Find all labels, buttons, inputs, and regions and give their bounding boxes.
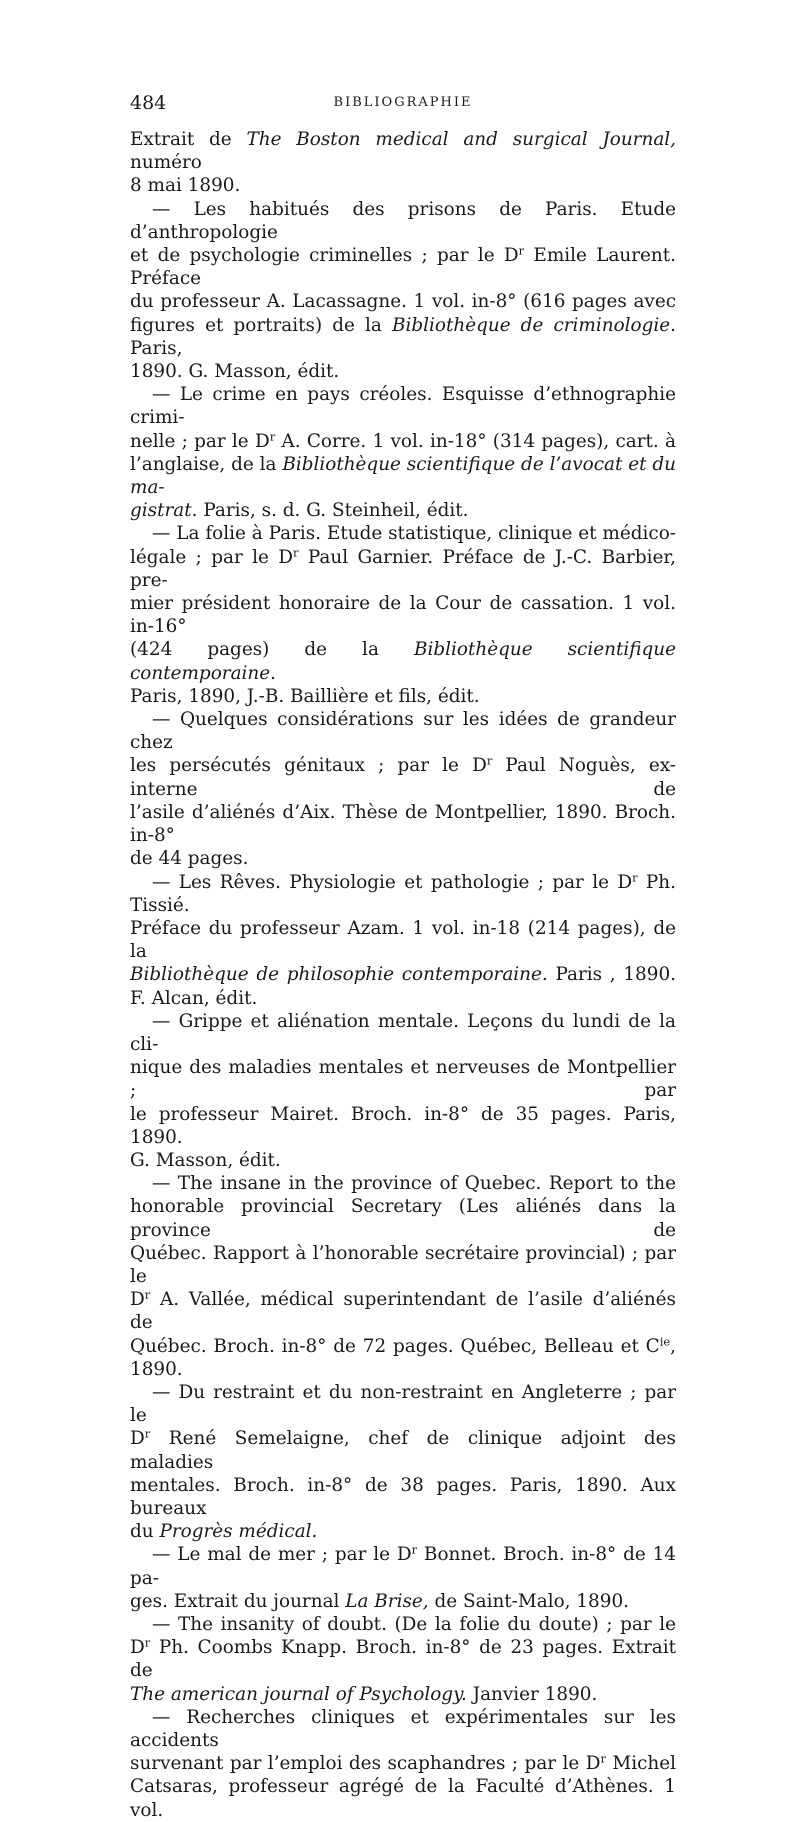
text-line [130, 430, 676, 453]
text-run: — The insane in the province of Quebec. Report to the [152, 1173, 676, 1195]
text-line [130, 638, 676, 684]
text-run: Paris , 1890. [547, 964, 676, 986]
text-run: mier président honoraire de la Cour de cassation. 1 vol. in-16° [130, 593, 676, 638]
text-run: — Le mal de mer ; par le D [152, 1544, 412, 1566]
superscript: ie [659, 1334, 671, 1349]
text-run: — La folie à Paris. Etude statistique, clinique et médico- [152, 523, 676, 545]
text-run: nelle ; par le D [130, 430, 270, 452]
text-run: Paul Noguès, ex-interne de [130, 755, 676, 800]
text-run: légale ; par le D [130, 546, 294, 568]
text-line [130, 1288, 676, 1334]
text-line [130, 1636, 676, 1682]
italic-title: La Brise, [345, 1590, 429, 1612]
text-run: , [670, 1335, 676, 1357]
text-run: Paris, 1890, J.-B. Baillière et fils, édit. [130, 685, 480, 707]
text-line [130, 1056, 676, 1102]
text-line [130, 290, 676, 313]
text-line [130, 1358, 676, 1381]
text-run: Paul Garnier. Préface de J.-C. Barbier, pre- [130, 546, 676, 591]
text-line [130, 1381, 676, 1427]
text-run: A. Corre. 1 vol. in-18° (314 pages), cart. à [275, 430, 676, 452]
text-line [130, 1543, 676, 1589]
text-run: 1890. G. Masson, édit. [130, 361, 340, 383]
text-line [130, 1195, 676, 1241]
text-run: ges. Extrait du journal [130, 1590, 346, 1612]
text-line [130, 1242, 676, 1288]
text-line [130, 383, 676, 429]
text-run: René Semelaigne, chef de clinique adjoint des maladies [130, 1428, 676, 1473]
superscript: r [293, 545, 299, 560]
text-line [130, 847, 676, 870]
text-line [130, 871, 676, 917]
text-line [130, 1335, 676, 1358]
text-line [130, 1103, 676, 1149]
text-run: Extrait de [130, 129, 247, 150]
text-run: — Les habitués des prisons de Paris. Etude d’anthropologie [130, 198, 676, 243]
text-line [130, 1427, 676, 1473]
text-line [130, 754, 676, 800]
text-run: 8 mai 1890. [130, 175, 241, 197]
text-run: les persécutés génitaux ; par le D [130, 755, 487, 777]
text-run: Ph. Coombs Knapp. Broch. in-8° de 23 pages. Extrait de [130, 1637, 676, 1682]
superscript: r [269, 429, 276, 444]
text-line [130, 1775, 676, 1821]
text-run: du professeur A. Lacassagne. 1 vol. in-8° (616 pages avec [130, 291, 676, 313]
text-run: figures et portraits) de la [130, 314, 392, 336]
text-line [130, 1590, 676, 1613]
italic-title: Bibliothèque scientifique contemporaine. [130, 639, 677, 684]
text-line [130, 360, 676, 383]
text-run: D [130, 1428, 145, 1450]
text-run: Emile Laurent. Préface [130, 245, 677, 290]
text-run: D [130, 1637, 145, 1659]
text-run: Paris, s. d. G. Steinheil, édit. [197, 500, 469, 522]
text-run: numéro [130, 152, 202, 174]
text-run: Janvier 1890. [466, 1683, 598, 1705]
text-line [130, 244, 676, 290]
text-line [130, 1172, 676, 1195]
superscript: r [486, 754, 493, 769]
text-line [130, 1613, 676, 1636]
text-run: — The insanity of doubt. (De la folie du doute) ; par le [152, 1614, 676, 1635]
text-run: A. Vallée, médical superintendant de l’asile d’aliénés de [130, 1289, 676, 1334]
text-run: Québec. Broch. in-8° de 72 pages. Québec, Belleau et C [130, 1335, 660, 1357]
superscript: r [600, 1751, 606, 1766]
text-run: G. Masson, édit. [130, 1149, 281, 1171]
superscript: r [518, 243, 525, 258]
text-run: l’asile d’aliénés d’Aix. Thèse de Montpellier, 1890. Broch. in-8° [130, 801, 676, 847]
italic-title: Bibliothèque de philosophie contemporaine. [130, 964, 548, 986]
page-header [130, 92, 676, 116]
superscript: r [411, 1543, 418, 1558]
page-number: 484 [130, 92, 167, 114]
text-run: F. Alcan, édit. [130, 987, 258, 1009]
text-run: 1890. [130, 1358, 183, 1380]
italic-title: gistrat. [130, 500, 198, 522]
text-run: Ph. Tissié. [130, 871, 676, 916]
italic-title: The Boston medical and surgical Journal, [246, 129, 677, 150]
text-line [130, 987, 676, 1010]
superscript: r [144, 1287, 151, 1302]
text-line [130, 1474, 676, 1520]
text-line [130, 708, 676, 754]
text-run: nique des maladies mentales et nerveuses de Montpellier ; par [130, 1057, 676, 1102]
text-line [130, 499, 676, 522]
italic-title: Bibliothèque scientifique de l’avocat et du ma- [130, 453, 677, 499]
text-run: mentales. Broch. in-8° de 38 pages. Paris, 1890. Aux bureaux [130, 1474, 676, 1519]
text-line [130, 1520, 676, 1543]
text-line [130, 1149, 676, 1172]
text-line [130, 1010, 676, 1056]
text-run: (424 pages) de la [130, 639, 414, 661]
text-line [130, 453, 676, 499]
text-line [130, 801, 676, 847]
text-line [130, 592, 676, 638]
text-line [130, 314, 676, 360]
text-run: du [130, 1521, 160, 1543]
text-run: le professeur Mairet. Broch. in-8° de 35 pages. Paris, 1890. [130, 1103, 676, 1148]
text-run: — Du restraint et du non-restraint en Angleterre ; par le [130, 1381, 676, 1427]
text-run: Bonnet. Broch. in-8° de 14 pa- [130, 1544, 677, 1589]
italic-title: Bibliothèque de criminologie. [391, 314, 676, 336]
text-run: Catsaras, professeur agrégé de la Faculté d’Athènes. 1 vol. [130, 1776, 676, 1821]
text-line [130, 1683, 676, 1706]
text-line [130, 174, 676, 197]
text-line [130, 685, 676, 708]
text-run: de 44 pages. [130, 848, 249, 870]
text-run: — Recherches cliniques et expérimentales sur les accidents [130, 1706, 676, 1752]
text-run: — Grippe et aliénation mentale. Leçons du lundi de la cli- [130, 1010, 676, 1055]
text-run: — Quelques considérations sur les idées de grandeur chez [130, 709, 676, 754]
text-run: de Saint-Malo, 1890. [428, 1590, 629, 1612]
text-line [130, 963, 676, 986]
text-line [130, 198, 676, 244]
bibliography-text [130, 128, 676, 1822]
text-line [130, 546, 676, 592]
text-run: survenant par l’emploi des scaphandres ; par le D [130, 1753, 601, 1775]
text-run: l’anglaise, de la [130, 453, 283, 475]
text-run: Paris, [130, 337, 183, 359]
text-line [130, 1752, 676, 1775]
text-run: — Le crime en pays créoles. Esquisse d’ethnographie crimi- [130, 384, 676, 429]
text-run: — Les Rêves. Physiologie et pathologie ; par le D [152, 871, 633, 893]
text-line [130, 917, 676, 963]
text-run: Préface du professeur Azam. 1 vol. in-18 (214 pages), de la [130, 917, 676, 963]
running-title: BIBLIOGRAPHIE [333, 95, 473, 110]
text-run: D [130, 1289, 145, 1311]
text-run: et de psychologie criminelles ; par le D [130, 245, 519, 267]
superscript: r [632, 870, 638, 885]
italic-title: Progrès médical. [159, 1521, 318, 1543]
text-run: honorable provincial Secretary (Les aliénés dans la province de [130, 1196, 676, 1241]
text-line [130, 1706, 676, 1752]
text-line [130, 522, 676, 545]
italic-title: The american journal of Psychology. [130, 1683, 467, 1705]
superscript: r [144, 1427, 151, 1442]
text-line [130, 128, 676, 174]
text-run: Michel [605, 1753, 677, 1775]
superscript: r [144, 1635, 151, 1650]
text-run: Québec. Rapport à l’honorable secrétaire provincial) ; par le [130, 1242, 676, 1287]
